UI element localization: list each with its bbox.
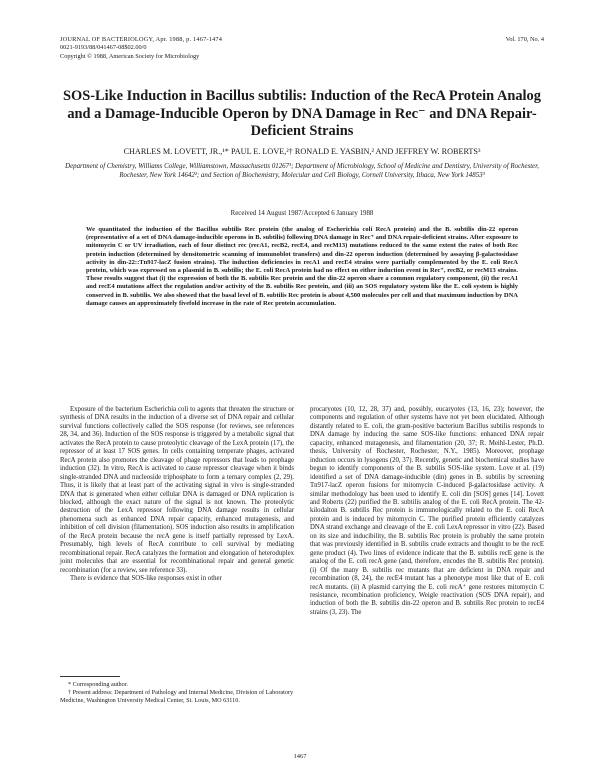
volume-issue: Vol. 170, No. 4 <box>505 36 544 43</box>
article-title: SOS-Like Induction in Bacillus subtilis: Induction of the RecA Protein Analog and a Damage-Inducible Operon by DNA Damage in Rec⁻ and DNA Repair-Deficient Strains <box>63 88 541 140</box>
page-number: 1467 <box>293 753 307 760</box>
author-list: CHARLES M. LOVETT, JR.,¹* PAUL E. LOVE,²† RONALD E. YASBIN,² AND JEFFREY W. ROBERTS³ <box>123 147 481 156</box>
body-column-left <box>60 406 294 584</box>
body-paragraph: Exposure of the bacterium Escherichia coli to agents that threaten the structure or synthesis of DNA results in the induction of a diverse set of DNA repair and cellular survival functions collectively called the SOS response (for reviews, see references 28, 34, and 36). Induction of the SOS response is triggered by a metabolic signal that activates the RecA protein to cause proteolytic cleavage of the LexA protein (17), the repressor of at least 17 SOS genes. In cells containing temperate phages, activated RecA protein also promotes the cleavage of phage repressors that leads to prophage induction (32). In vitro, RecA is activated to cause repressor cleavage when it binds single-stranded DNA and nucleoside triphosphate to form a ternary complex (2, 29). Thus, it is likely that at least part of the activating signal in vivo is single-stranded DNA that is generated when either cellular DNA is damaged or DNA replication is blocked, although the exact nature of the signal is not known. The proteolytic destruction of the LexA repressor following DNA damage results in cellular phenomena such as enhanced DNA repair capacity, enhanced mutagenesis, and inhibition of cell division (filamentation). SOS induction also results in amplification of the RecA protein because the recA gene is itself partially repressed by LexA. Presumably, high levels of RecA contribute to cell survival by mediating recombinational repair. RecA catalyzes the formation and elongation of heteroduplex joint molecules that are essential for recombinational repair and general genetic recombination (for a review, see reference 33). <box>60 406 294 574</box>
affiliations: Department of Chemistry, Williams College, Williamstown, Massachusetts 01267¹; Department of Microbiology, School of Medicine and Dentistry, University of Rochester, Rochester, New York 14642²; and Section of Biochemistry, Molecular and Cell Biology, Cornell University, Ithaca, New York 14853³ <box>65 163 539 180</box>
copyright-line: Copyright © 1988, American Society for Microbiology <box>60 52 200 60</box>
journal-citation: JOURNAL OF BACTERIOLOGY, Apr. 1988, p. 1467-1474 <box>60 36 223 43</box>
abstract: We quantitated the induction of the Bacillus subtilis Rec protein (the analog of Escherichia coli RecA protein) and the B. subtilis din-22 operon (representative of a set of DNA damage-inducible operons in B. subtilis) following DNA damage in Rec⁺ and DNA repair-deficient strains. After exposure to mitomycin C or UV irradiation, each of four distinct rec (recA1, recB2, recE4, and recM13) mutations reduced to the same extent the rates of both Rec protein induction (determined by densitometric scanning of immunoblot transfers) and din-22 operon induction (determined by assaying β-galactosidase activity in din-22::Tn917-lacZ fusion strains). The induction deficiencies in recA1 and recE4 strains were partially complemented by the E. coli RecA protein, which was expressed on a plasmid in B. subtilis; the E. coli RecA protein had no effect on either induction event in Rec⁺, recB2, or recM13 strains. These results suggest that (i) the expression of both the B. subtilis Rec protein and the din-22 operon share a common regulatory component, (ii) the recA1 and recE4 mutations affect the regulation and/or activity of the B. subtilis Rec protein, and (iii) an SOS regulatory system like the E. coli system is highly conserved in B. subtilis. We also showed that the basal level of B. subtilis Rec protein is about 4,500 molecules per cell and that maximum induction by DNA damage causes an approximately fivefold increase in the rate of Rec protein accumulation. <box>86 226 518 307</box>
body-paragraph: There is evidence that SOS-like responses exist in other <box>70 575 222 583</box>
footnote-divider <box>60 676 120 677</box>
footnote-corresponding: * Corresponding author. <box>68 681 128 688</box>
issn-line: 0021-9193/88/041467-08$02.00/0 <box>60 44 147 52</box>
received-dates: Received 14 August 1987/Accepted 6 January 1988 <box>230 210 374 217</box>
footnote-present-address: † Present address: Department of Pathology and Internal Medicine, Division of Laboratory Medicine, Washington University Medical Center, St. Louis, MO 63110. <box>60 688 294 704</box>
footnotes <box>60 681 294 704</box>
body-paragraph: procaryotes (10, 12, 28, 37) and, possibly, eucaryotes (13, 16, 23); however, the components and regulation of other systems have not yet been elucidated. Although distantly related to E. coli, the gram-positive bacterium Bacillus subtilis responds to DNA damage by inducing the same SOS-like functions: enhanced DNA repair capacity, enhanced mutagenesis, and filamentation (20, 37; R. Meihl-Lester, Ph.D. thesis, University of Rochester, Rochester, N.Y., 1985). Moreover, prophage induction occurs in lysogens (20, 37). Recently, genetic and biochemical studies have begun to identify components of the B. subtilis SOS-like system. Love et al. (19) identified a set of DNA damage-inducible (din) genes in B. subtilis by screening Tn917-lacZ operon fusions for mitomycin C-induced β-galactosidase activity. A similar methodology has been used to identify E. coli din [SOS] genes [14]. Lovett and Roberts (22) purified the B. subtilis analog of the E. coli RecA protein. The 42-kilodalton B. subtilis Rec protein is immunologically related to the E. coli RecA protein and is induced by mitomycin C. The purified protein efficiently catalyzes DNA strand exchange and cleavage of the E. coli LexA repressor in vitro (22). Based on its size and inducibility, the B. subtilis Rec protein is probably the same protein that was previously identified in B. subtilis crude extracts and thought to be the recE gene product (4). Two lines of evidence indicate that the B. subtilis recE gene is the analog of the E. coli recA gene (and, therefore, encodes the B. subtilis Rec protein). (i) Of the many B. subtilis rec mutants that are deficient in DNA repair and recombination (8, 24), the recE4 mutant has a phenotype most like that of E. coli recA mutants. (ii) A plasmid carrying the E. coli recA⁺ gene restores mitomycin C resistance, recombination proficiency, Weigle reactivation (SOS DNA repair), and induction of both the B. subtilis din-22 operon and B. subtilis Rec protein to recE4 strains (3, 23). The <box>310 406 544 616</box>
body-column-right <box>310 406 544 617</box>
header-left <box>60 36 360 61</box>
